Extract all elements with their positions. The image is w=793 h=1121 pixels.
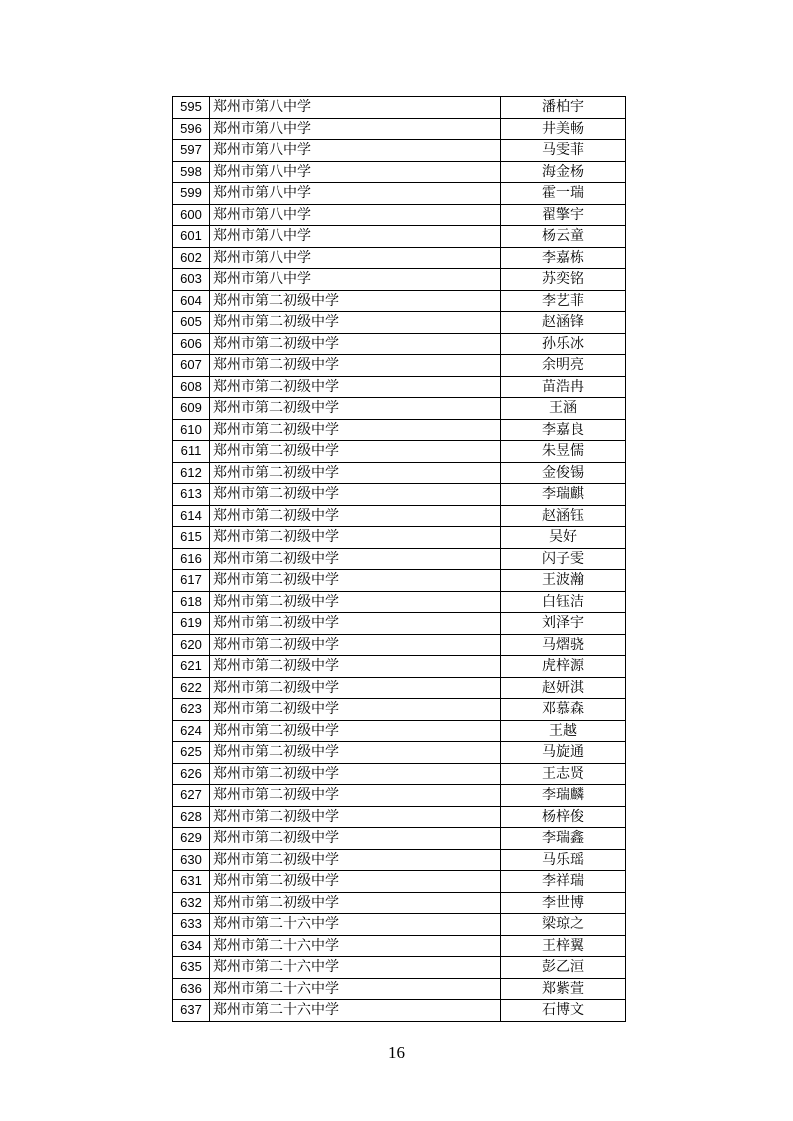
table-row — [173, 419, 626, 441]
table-row — [173, 97, 626, 119]
student-name: 金俊锡 — [501, 462, 626, 484]
table-row — [173, 333, 626, 355]
student-name: 白钰洁 — [501, 591, 626, 613]
row-number: 625 — [173, 742, 210, 764]
student-name: 王越 — [501, 720, 626, 742]
table-row — [173, 677, 626, 699]
school-name: 郑州市第二初级中学 — [210, 290, 501, 312]
student-name: 马乐瑶 — [501, 849, 626, 871]
row-number: 595 — [173, 97, 210, 119]
table-row — [173, 957, 626, 979]
student-name: 闪子雯 — [501, 548, 626, 570]
school-name: 郑州市第八中学 — [210, 247, 501, 269]
school-name: 郑州市第八中学 — [210, 161, 501, 183]
student-name: 吴好 — [501, 527, 626, 549]
student-name: 王涵 — [501, 398, 626, 420]
table-row — [173, 871, 626, 893]
row-number: 617 — [173, 570, 210, 592]
school-name: 郑州市第二初级中学 — [210, 828, 501, 850]
student-name: 李世博 — [501, 892, 626, 914]
school-name: 郑州市第二初级中学 — [210, 849, 501, 871]
page-number: 16 — [388, 1043, 405, 1062]
school-name: 郑州市第二十六中学 — [210, 1000, 501, 1022]
school-name: 郑州市第二初级中学 — [210, 613, 501, 635]
student-name: 李瑞麒 — [501, 484, 626, 506]
school-name: 郑州市第二初级中学 — [210, 462, 501, 484]
student-name: 马熠骁 — [501, 634, 626, 656]
row-number: 630 — [173, 849, 210, 871]
table-row — [173, 290, 626, 312]
row-number: 597 — [173, 140, 210, 162]
table-row — [173, 656, 626, 678]
table-row — [173, 204, 626, 226]
row-number: 627 — [173, 785, 210, 807]
row-number: 635 — [173, 957, 210, 979]
school-name: 郑州市第二初级中学 — [210, 398, 501, 420]
student-name: 梁琼之 — [501, 914, 626, 936]
table-row — [173, 720, 626, 742]
table-row — [173, 828, 626, 850]
table-row — [173, 699, 626, 721]
table-row — [173, 548, 626, 570]
table-row — [173, 140, 626, 162]
table-row — [173, 505, 626, 527]
student-name: 井美畅 — [501, 118, 626, 140]
school-name: 郑州市第二初级中学 — [210, 333, 501, 355]
table-row — [173, 591, 626, 613]
school-name: 郑州市第二初级中学 — [210, 355, 501, 377]
school-name: 郑州市第八中学 — [210, 183, 501, 205]
table-row — [173, 269, 626, 291]
school-name: 郑州市第八中学 — [210, 226, 501, 248]
row-number: 602 — [173, 247, 210, 269]
student-name: 赵涵锋 — [501, 312, 626, 334]
school-name: 郑州市第二初级中学 — [210, 871, 501, 893]
student-name: 马雯菲 — [501, 140, 626, 162]
table-row — [173, 462, 626, 484]
student-name: 李艺菲 — [501, 290, 626, 312]
table-row — [173, 763, 626, 785]
row-number: 599 — [173, 183, 210, 205]
row-number: 601 — [173, 226, 210, 248]
table-row — [173, 398, 626, 420]
row-number: 620 — [173, 634, 210, 656]
table-row — [173, 183, 626, 205]
roster-table — [172, 96, 626, 1022]
school-name: 郑州市第二初级中学 — [210, 742, 501, 764]
student-name: 李瑞鑫 — [501, 828, 626, 850]
table-row — [173, 118, 626, 140]
table-row — [173, 161, 626, 183]
table-row — [173, 1000, 626, 1022]
student-name: 王波瀚 — [501, 570, 626, 592]
student-name: 潘柏宇 — [501, 97, 626, 119]
school-name: 郑州市第二初级中学 — [210, 892, 501, 914]
school-name: 郑州市第二初级中学 — [210, 806, 501, 828]
school-name: 郑州市第二十六中学 — [210, 914, 501, 936]
row-number: 622 — [173, 677, 210, 699]
table-row — [173, 441, 626, 463]
student-name: 朱昱儒 — [501, 441, 626, 463]
student-name: 海金杨 — [501, 161, 626, 183]
row-number: 600 — [173, 204, 210, 226]
row-number: 606 — [173, 333, 210, 355]
row-number: 607 — [173, 355, 210, 377]
row-number: 596 — [173, 118, 210, 140]
student-name: 石博文 — [501, 1000, 626, 1022]
table-row — [173, 742, 626, 764]
row-number: 629 — [173, 828, 210, 850]
student-name: 杨梓俊 — [501, 806, 626, 828]
row-number: 605 — [173, 312, 210, 334]
row-number: 634 — [173, 935, 210, 957]
row-number: 614 — [173, 505, 210, 527]
student-name: 霍一瑞 — [501, 183, 626, 205]
row-number: 632 — [173, 892, 210, 914]
school-name: 郑州市第二初级中学 — [210, 699, 501, 721]
table-row — [173, 312, 626, 334]
school-name: 郑州市第二初级中学 — [210, 763, 501, 785]
school-name: 郑州市第二十六中学 — [210, 935, 501, 957]
student-name: 王志贤 — [501, 763, 626, 785]
table-row — [173, 226, 626, 248]
student-name: 赵涵钰 — [501, 505, 626, 527]
row-number: 609 — [173, 398, 210, 420]
school-name: 郑州市第二初级中学 — [210, 419, 501, 441]
table-row — [173, 527, 626, 549]
school-name: 郑州市第八中学 — [210, 204, 501, 226]
school-name: 郑州市第二初级中学 — [210, 441, 501, 463]
table-row — [173, 634, 626, 656]
school-name: 郑州市第八中学 — [210, 118, 501, 140]
row-number: 623 — [173, 699, 210, 721]
row-number: 618 — [173, 591, 210, 613]
table-row — [173, 806, 626, 828]
row-number: 603 — [173, 269, 210, 291]
row-number: 631 — [173, 871, 210, 893]
row-number: 628 — [173, 806, 210, 828]
row-number: 612 — [173, 462, 210, 484]
table-row — [173, 247, 626, 269]
student-name: 翟擎宇 — [501, 204, 626, 226]
school-name: 郑州市第八中学 — [210, 140, 501, 162]
roster-table-body — [173, 97, 626, 1022]
student-name: 马旋通 — [501, 742, 626, 764]
school-name: 郑州市第二十六中学 — [210, 978, 501, 1000]
table-row — [173, 849, 626, 871]
student-name: 李瑞麟 — [501, 785, 626, 807]
student-name: 苏奕铭 — [501, 269, 626, 291]
student-name: 郑紫萱 — [501, 978, 626, 1000]
school-name: 郑州市第二初级中学 — [210, 591, 501, 613]
row-number: 615 — [173, 527, 210, 549]
row-number: 616 — [173, 548, 210, 570]
table-row — [173, 613, 626, 635]
school-name: 郑州市第二初级中学 — [210, 312, 501, 334]
table-row — [173, 914, 626, 936]
student-name: 李嘉栋 — [501, 247, 626, 269]
student-name: 孙乐冰 — [501, 333, 626, 355]
row-number: 621 — [173, 656, 210, 678]
student-name: 余明亮 — [501, 355, 626, 377]
school-name: 郑州市第二初级中学 — [210, 785, 501, 807]
school-name: 郑州市第二初级中学 — [210, 376, 501, 398]
school-name: 郑州市第二初级中学 — [210, 634, 501, 656]
table-row — [173, 935, 626, 957]
school-name: 郑州市第二初级中学 — [210, 484, 501, 506]
row-number: 610 — [173, 419, 210, 441]
table-row — [173, 785, 626, 807]
row-number: 637 — [173, 1000, 210, 1022]
school-name: 郑州市第二初级中学 — [210, 720, 501, 742]
school-name: 郑州市第二十六中学 — [210, 957, 501, 979]
row-number: 604 — [173, 290, 210, 312]
table-row — [173, 570, 626, 592]
student-name: 赵妍淇 — [501, 677, 626, 699]
student-name: 虎梓源 — [501, 656, 626, 678]
student-name: 杨云童 — [501, 226, 626, 248]
school-name: 郑州市第二初级中学 — [210, 527, 501, 549]
row-number: 611 — [173, 441, 210, 463]
table-row — [173, 376, 626, 398]
school-name: 郑州市第二初级中学 — [210, 505, 501, 527]
student-name: 邓慕森 — [501, 699, 626, 721]
row-number: 636 — [173, 978, 210, 1000]
table-row — [173, 484, 626, 506]
row-number: 624 — [173, 720, 210, 742]
student-name: 李嘉良 — [501, 419, 626, 441]
school-name: 郑州市第二初级中学 — [210, 548, 501, 570]
student-name: 刘泽宇 — [501, 613, 626, 635]
row-number: 598 — [173, 161, 210, 183]
table-row — [173, 978, 626, 1000]
row-number: 626 — [173, 763, 210, 785]
school-name: 郑州市第八中学 — [210, 269, 501, 291]
school-name: 郑州市第二初级中学 — [210, 677, 501, 699]
student-name: 苗浩冉 — [501, 376, 626, 398]
student-name: 李祥瑞 — [501, 871, 626, 893]
row-number: 633 — [173, 914, 210, 936]
school-name: 郑州市第八中学 — [210, 97, 501, 119]
table-row — [173, 892, 626, 914]
row-number: 619 — [173, 613, 210, 635]
student-name: 彭乙洹 — [501, 957, 626, 979]
row-number: 613 — [173, 484, 210, 506]
student-name: 王梓翼 — [501, 935, 626, 957]
school-name: 郑州市第二初级中学 — [210, 656, 501, 678]
table-row — [173, 355, 626, 377]
school-name: 郑州市第二初级中学 — [210, 570, 501, 592]
row-number: 608 — [173, 376, 210, 398]
